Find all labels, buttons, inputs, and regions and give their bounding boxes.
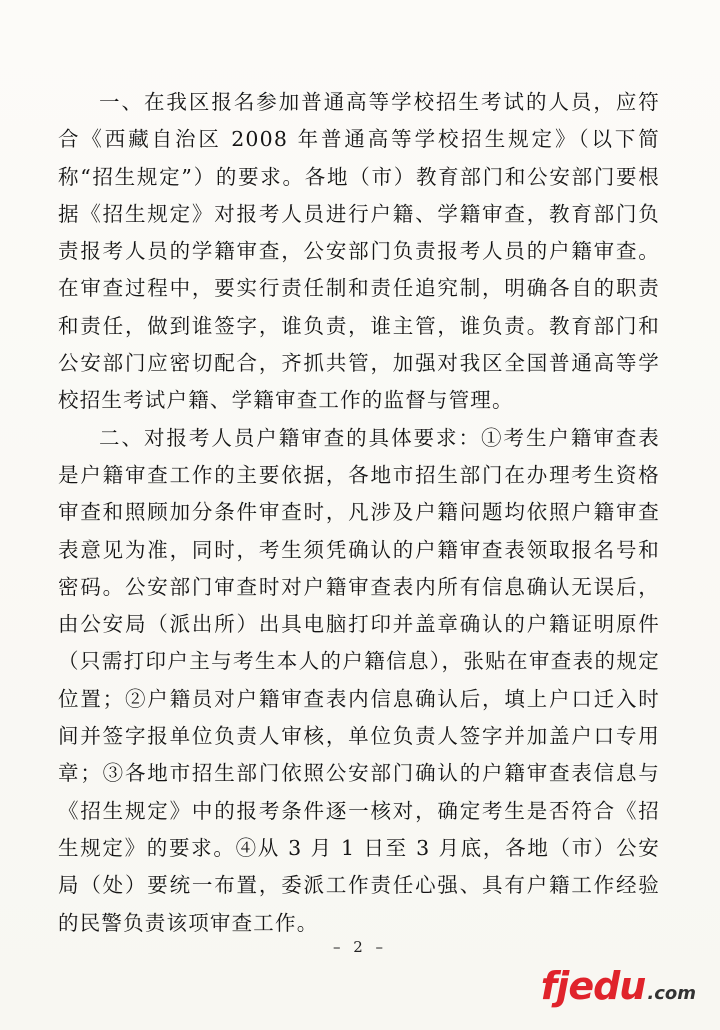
site-watermark-logo bbox=[541, 964, 696, 1008]
watermark-main-text: fjedu bbox=[540, 964, 646, 1008]
document-body bbox=[58, 84, 660, 942]
paragraph-1: 一、在我区报名参加普通高等学校招生考试的人员，应符合《西藏自治区 2008 年普通高等学校招生规定》（以下简称“招生规定”）的要求。各地（市）教育部门和公安部门要根据《招生规定》对报考人员进行户籍、学籍审查，教育部门负责报考人员的学籍审查，公安部门负责报考人员的户籍审查。在审查过程中，要实行责任制和责任追究制，明确各自的职责和责任，做到谁签字，谁负责，谁主管，谁负责。教育部门和公安部门应密切配合，齐抓共管，加强对我区全国普通高等学校招生考试户籍、学籍审查工作的监督与管理。 bbox=[58, 90, 660, 413]
page-number: – 2 – bbox=[332, 938, 388, 956]
paragraph-2: 二、对报考人员户籍审查的具体要求：①考生户籍审查表是户籍审查工作的主要依据，各地市招生部门在办理考生资格审查和照顾加分条件审查时，凡涉及户籍问题均依照户籍审查表意见为准，同时，考生须凭确认的户籍审查表领取报名号和密码。公安部门审查时对户籍审查表内所有信息确认无误后，由公安局（派出所）出具电脑打印并盖章确认的户籍证明原件（只需打印户主与考生本人的户籍信息），张贴在审查表的规定位置；②户籍员对户籍审查表内信息确认后，填上户口迁入时间并签字报单位负责人审核，单位负责人签字并加盖户口专用章；③各地市招生部门依照公安部门确认的户籍审查表信息与《招生规定》中的报考条件逐一核对，确定考生是否符合《招生规定》的要求。④从 3 月 1 日至 3 月底，各地（市）公安局（处）要统一布置，委派工作责任心强、具有户籍工作经验的民警负责该项审查工作。 bbox=[58, 425, 660, 935]
watermark-suffix-text: .com bbox=[647, 983, 696, 1004]
